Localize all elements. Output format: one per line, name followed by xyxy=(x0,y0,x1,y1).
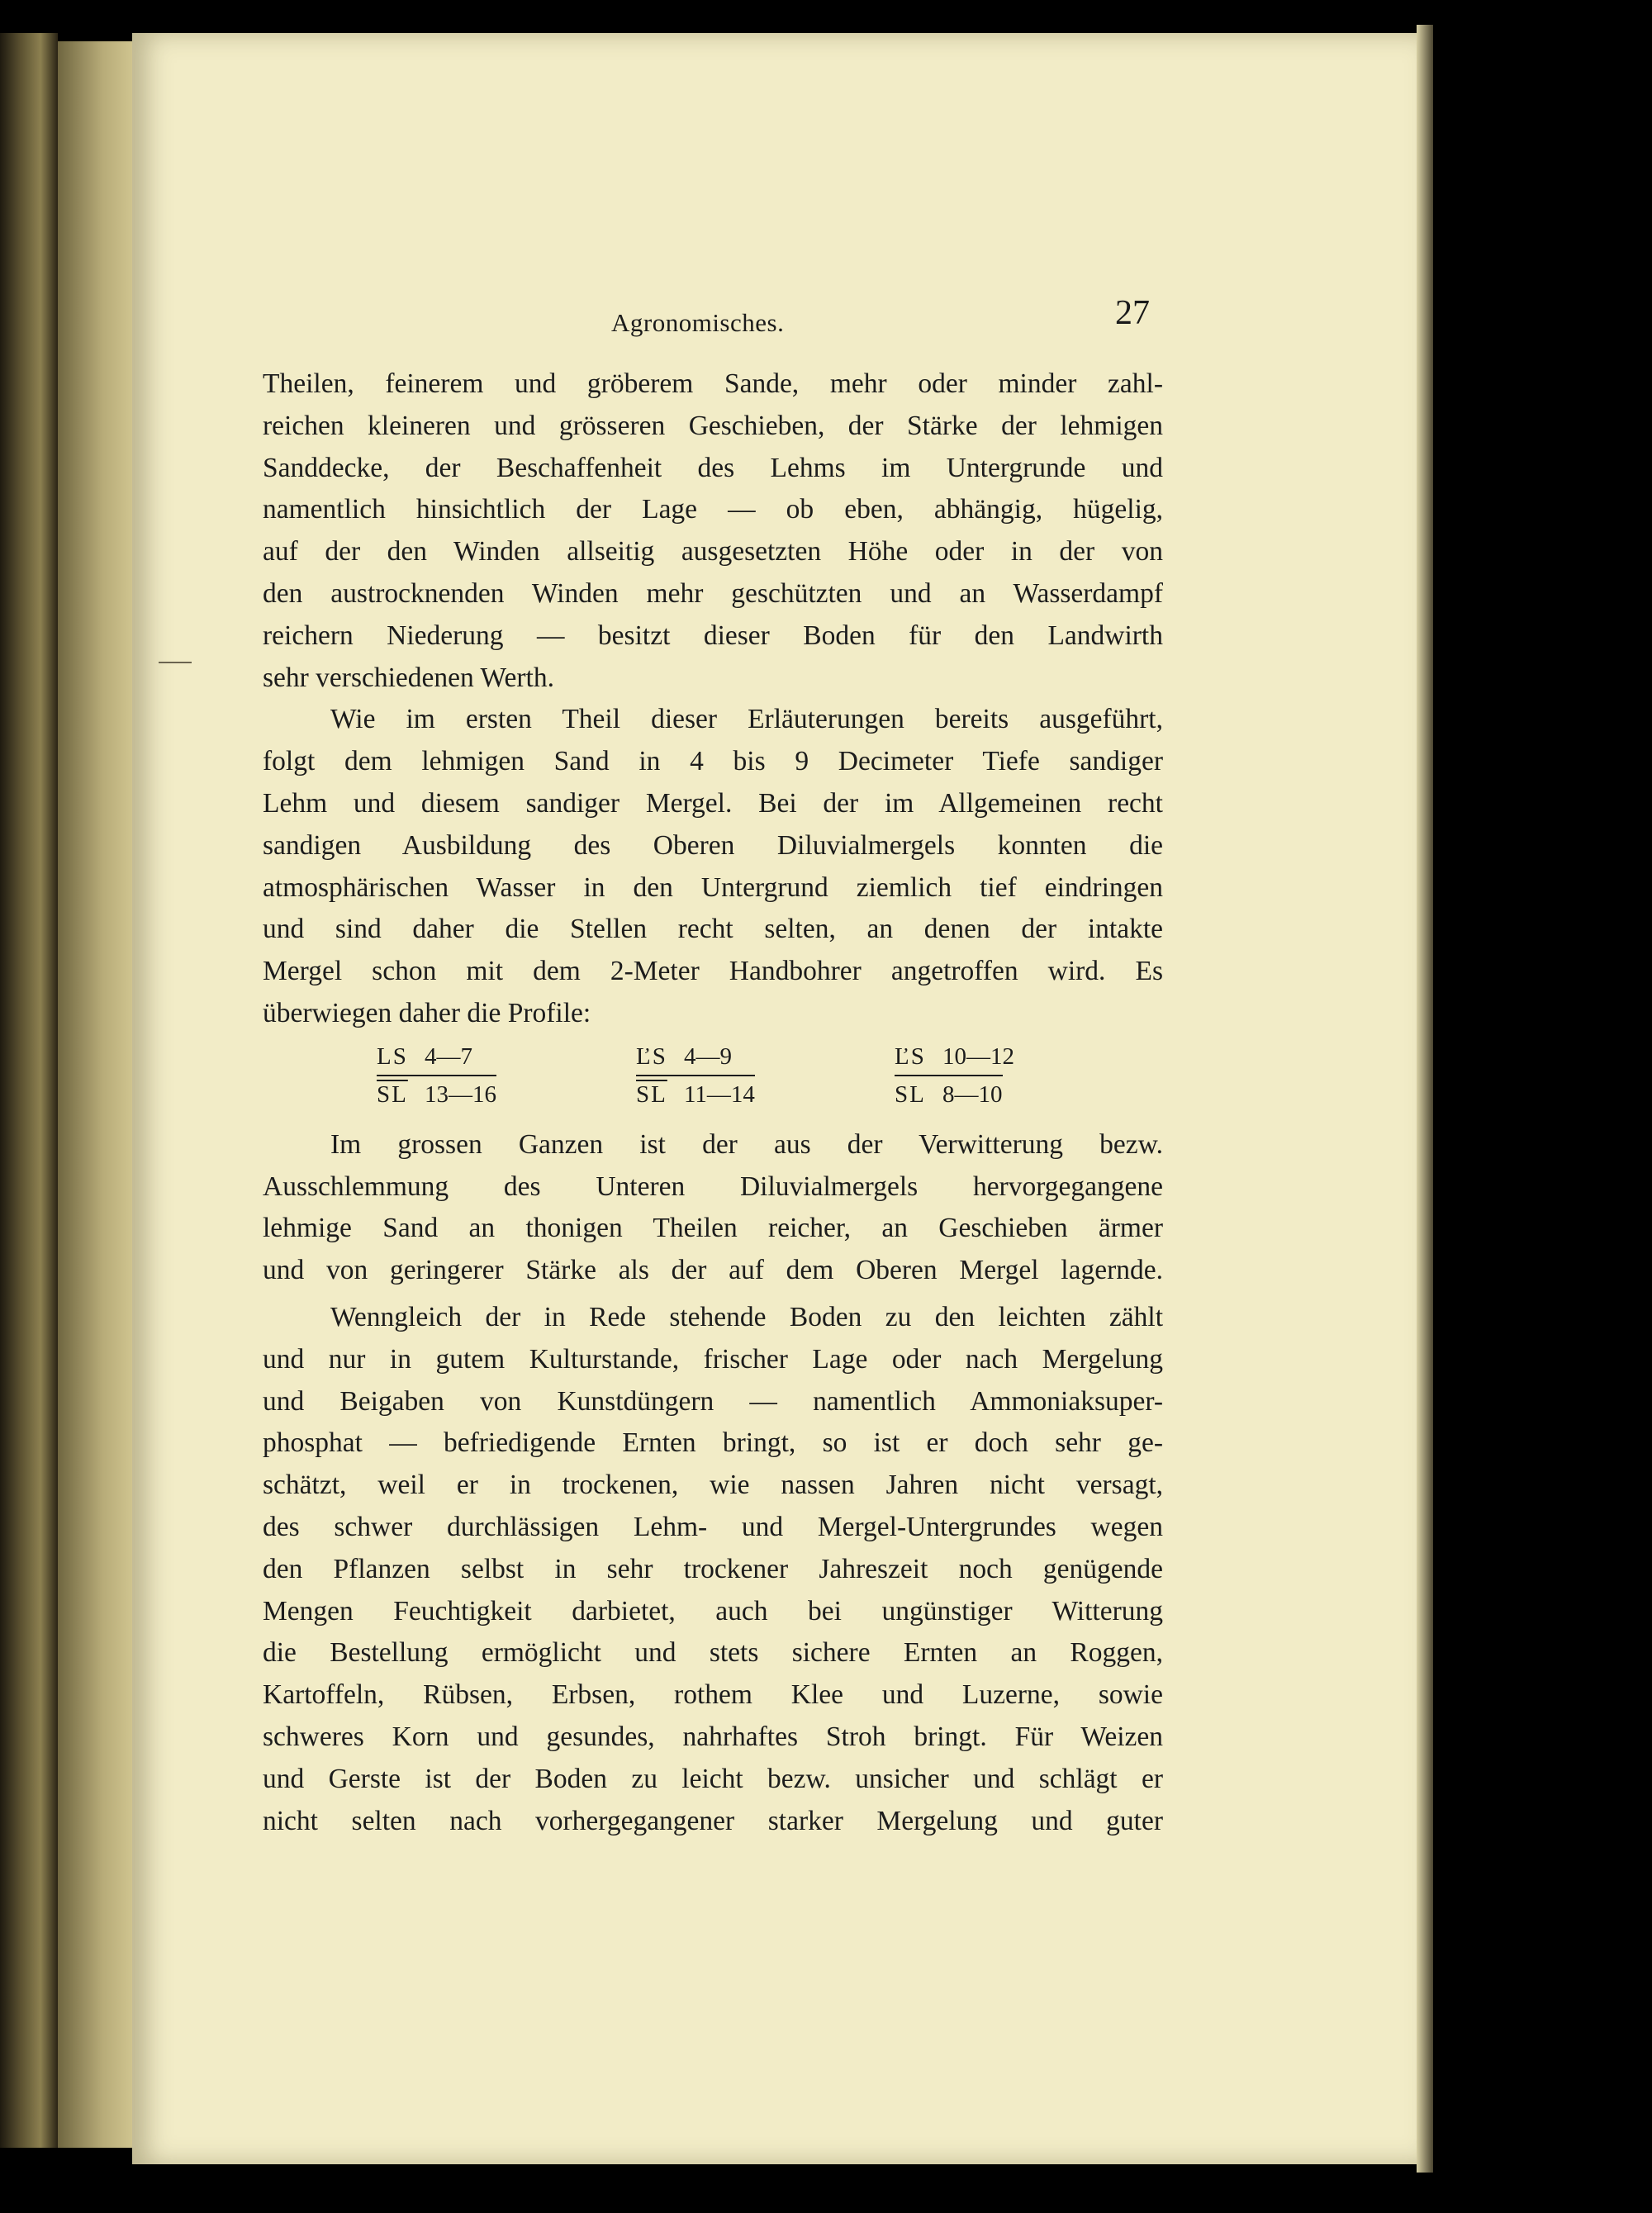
profile-bottom-symbol: $\overline{SL}$ xyxy=(377,1080,408,1108)
profile-top-value: 10—12 xyxy=(942,1042,1014,1070)
text-line: reichern Niederung — besitzt dieser Boden für den Landwirth xyxy=(263,620,1163,651)
soil-profiles xyxy=(263,1038,1163,1119)
soil-profile-1 xyxy=(377,1038,496,1113)
body-text xyxy=(263,363,1163,1842)
facing-page-strip xyxy=(58,41,132,2148)
profile-top-value: 4—7 xyxy=(425,1042,472,1070)
text-line: und sind daher die Stellen recht selten, an denen der intakte xyxy=(263,914,1163,945)
margin-mark xyxy=(159,662,192,663)
text-line: auf der den Winden allseitig ausgesetzten Höhe oder in der von xyxy=(263,536,1163,567)
soil-profile-2 xyxy=(636,1038,755,1113)
text-line: lehmige Sand an thonigen Theilen reicher, an Geschieben ärmer xyxy=(263,1213,1163,1244)
profile-top-symbol: ĽS xyxy=(895,1042,926,1070)
text-line: sehr verschiedenen Werth. xyxy=(263,662,554,693)
text-line: Sanddecke, der Beschaffenheit des Lehms im Untergrunde und xyxy=(263,452,1163,483)
page-right-edge xyxy=(1417,25,1433,2173)
text-line: reichen kleineren und grösseren Geschieben, der Stärke der lehmigen xyxy=(263,410,1163,441)
text-line: die Bestellung ermöglicht und stets sichere Ernten an Roggen, xyxy=(263,1637,1163,1669)
text-line: den Pflanzen selbst in sehr trockener Jahreszeit noch genügende xyxy=(263,1553,1163,1584)
text-line: und von geringerer Stärke als der auf dem Oberen Mergel lagernde. xyxy=(263,1255,1163,1286)
text-line: und Gerste ist der Boden zu leicht bezw. unsicher und schlägt er xyxy=(263,1763,1163,1794)
profile-bottom-value: 11—14 xyxy=(684,1080,755,1108)
text-line: Ausschlemmung des Unteren Diluvialmergels hervorgegangene xyxy=(263,1171,1163,1202)
paragraph-3 xyxy=(263,1124,1163,1292)
text-line: nicht selten nach vorhergegangener starker Mergelung und guter xyxy=(263,1805,1163,1836)
page-number: 27 xyxy=(1115,294,1150,332)
text-line: Mengen Feuchtigkeit darbietet, auch bei ungünstiger Witterung xyxy=(263,1595,1163,1627)
text-line: und nur in gutem Kulturstande, frischer Lage oder nach Mergelung xyxy=(263,1343,1163,1375)
text-line: schweres Korn und gesundes, nahrhaftes Stroh bringt. Für Weizen xyxy=(263,1721,1163,1752)
text-line: und Beigaben von Kunstdüngern — namentlich Ammoniaksuper- xyxy=(263,1385,1163,1417)
profile-bottom-value: 13—16 xyxy=(425,1080,496,1108)
profile-bottom-symbol: SL xyxy=(895,1080,926,1108)
text-line: phosphat — befriedigende Ernten bringt, so ist er doch sehr ge- xyxy=(263,1427,1163,1459)
text-line: Kartoffeln, Rübsen, Erbsen, rothem Klee und Luzerne, sowie xyxy=(263,1679,1163,1711)
text-line: namentlich hinsichtlich der Lage — ob eben, abhängig, hügelig, xyxy=(263,494,1163,525)
profile-top-symbol: LS xyxy=(377,1042,408,1070)
text-line: schätzt, weil er in trockenen, wie nassen Jahren nicht versagt, xyxy=(263,1470,1163,1501)
text-line: Im grossen Ganzen ist der aus der Verwitterung bezw. xyxy=(330,1128,1163,1160)
text-line: folgt dem lehmigen Sand in 4 bis 9 Decimeter Tiefe sandiger xyxy=(263,746,1163,777)
profile-top-symbol: ĽS xyxy=(636,1042,667,1070)
text-line: sandigen Ausbildung des Oberen Diluvialmergels konnten die xyxy=(263,829,1163,861)
text-line: atmosphärischen Wasser in den Untergrund ziemlich tief eindringen xyxy=(263,871,1163,903)
paragraph-2 xyxy=(263,699,1163,1034)
paragraph-1 xyxy=(263,363,1163,699)
page-header xyxy=(264,293,1156,351)
running-head: Agronomisches. xyxy=(611,308,785,337)
text-line: Mergel schon mit dem 2-Meter Handbohrer angetroffen wird. Es xyxy=(263,956,1163,987)
text-line: Lehm und diesem sandiger Mergel. Bei der im Allgemeinen recht xyxy=(263,787,1163,819)
profile-bottom-value: 8—10 xyxy=(942,1080,1003,1108)
soil-profile-3 xyxy=(895,1038,1014,1113)
text-line: Theilen, feinerem und gröberem Sande, mehr oder minder zahl- xyxy=(263,368,1163,399)
paragraph-4 xyxy=(263,1297,1163,1842)
text-line: Wenngleich der in Rede stehende Boden zu den leichten zählt xyxy=(330,1301,1163,1332)
facing-page-edge xyxy=(0,33,58,2148)
profile-bottom-symbol: $\overline{SL}$ xyxy=(636,1080,667,1108)
profile-top-value: 4—9 xyxy=(684,1042,732,1070)
text-line: Wie im ersten Theil dieser Erläuterungen bereits ausgeführt, xyxy=(330,704,1163,735)
text-line: überwiegen daher die Profile: xyxy=(263,997,591,1028)
text-line: den austrocknenden Winden mehr geschützten und an Wasserdampf xyxy=(263,577,1163,609)
text-line: des schwer durchlässigen Lehm- und Mergel-Untergrundes wegen xyxy=(263,1511,1163,1542)
